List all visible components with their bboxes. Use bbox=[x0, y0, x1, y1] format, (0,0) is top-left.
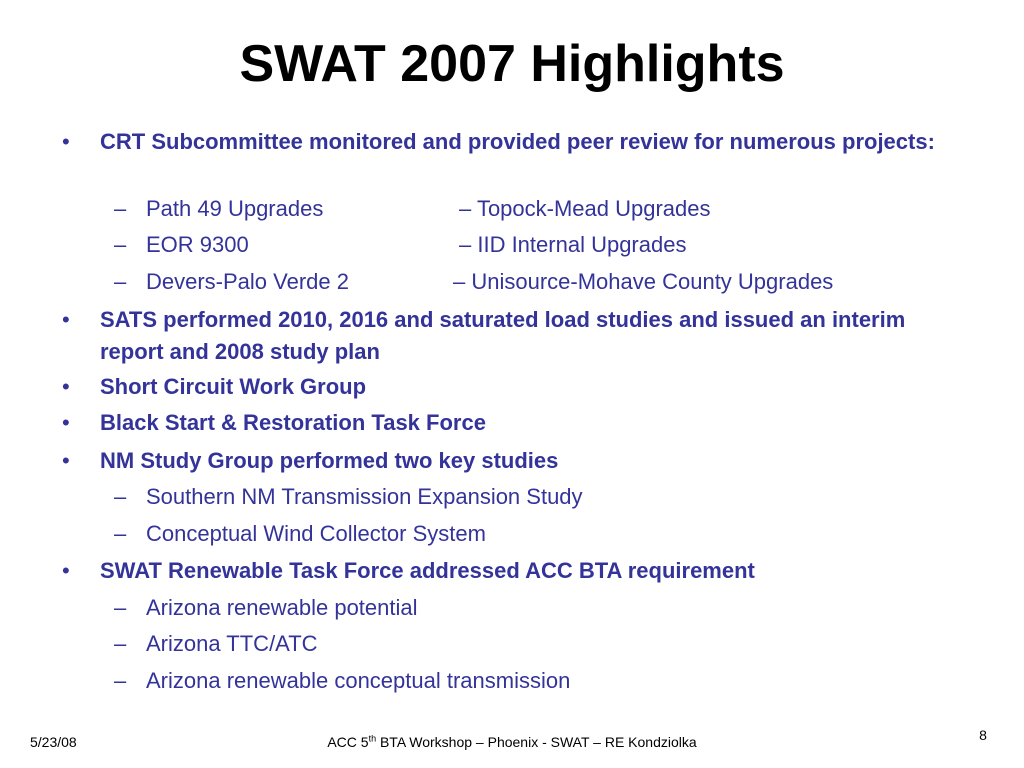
sub-dash: – bbox=[114, 484, 127, 509]
sub-item-left: Path 49 Upgrades bbox=[146, 196, 324, 221]
sub-item-left: Devers-Palo Verde 2 bbox=[146, 269, 349, 294]
sub-dash: – bbox=[114, 595, 127, 620]
footer-caption-sup: th bbox=[368, 733, 377, 744]
sub-item-left: Arizona renewable potential bbox=[146, 595, 418, 620]
sub-item-left: Conceptual Wind Collector System bbox=[146, 521, 486, 546]
bullet-marker: • bbox=[62, 448, 70, 473]
sub-item-left: Arizona TTC/ATC bbox=[146, 631, 318, 656]
sub-dash: – bbox=[114, 631, 127, 656]
footer-caption bbox=[0, 733, 1024, 751]
sub-item-left: Arizona renewable conceptual transmission bbox=[146, 668, 571, 693]
bullet-marker: • bbox=[62, 374, 70, 399]
sub-item-right: – IID Internal Upgrades bbox=[459, 232, 687, 257]
sub-item-right: – Unisource-Mohave County Upgrades bbox=[453, 269, 834, 294]
bullet-text: CRT Subcommittee monitored and provided peer review for numerous projects: bbox=[100, 129, 935, 154]
slide-number: 8 bbox=[979, 727, 987, 743]
bullet-marker: • bbox=[62, 410, 70, 435]
sub-dash: – bbox=[114, 232, 127, 257]
sub-dash: – bbox=[114, 521, 127, 546]
bullet-text: Black Start & Restoration Task Force bbox=[100, 410, 486, 435]
sub-dash: – bbox=[114, 668, 127, 693]
footer-caption-pre: ACC 5 bbox=[327, 734, 369, 750]
sub-item-left: Southern NM Transmission Expansion Study bbox=[146, 484, 583, 509]
bullet-text: SWAT Renewable Task Force addressed ACC BTA requirement bbox=[100, 558, 755, 583]
footer-date: 5/23/08 bbox=[30, 734, 77, 750]
bullet-text: Short Circuit Work Group bbox=[100, 374, 367, 399]
bullet-text: SATS performed 2010, 2016 and saturated load studies and issued an interim report and 2008 study plan bbox=[100, 307, 906, 364]
sub-dash: – bbox=[114, 269, 127, 294]
sub-dash: – bbox=[114, 196, 127, 221]
bullet-marker: • bbox=[62, 558, 70, 583]
slide-title: SWAT 2007 Highlights bbox=[239, 35, 785, 93]
bullet-marker: • bbox=[62, 129, 70, 154]
bullet-text: NM Study Group performed two key studies bbox=[100, 448, 559, 473]
sub-item-left: EOR 9300 bbox=[146, 232, 249, 257]
bullet-marker: • bbox=[62, 307, 70, 332]
footer-caption-post: BTA Workshop – Phoenix - SWAT – RE Kondziolka bbox=[376, 734, 697, 750]
sub-item-right: – Topock-Mead Upgrades bbox=[459, 196, 711, 221]
